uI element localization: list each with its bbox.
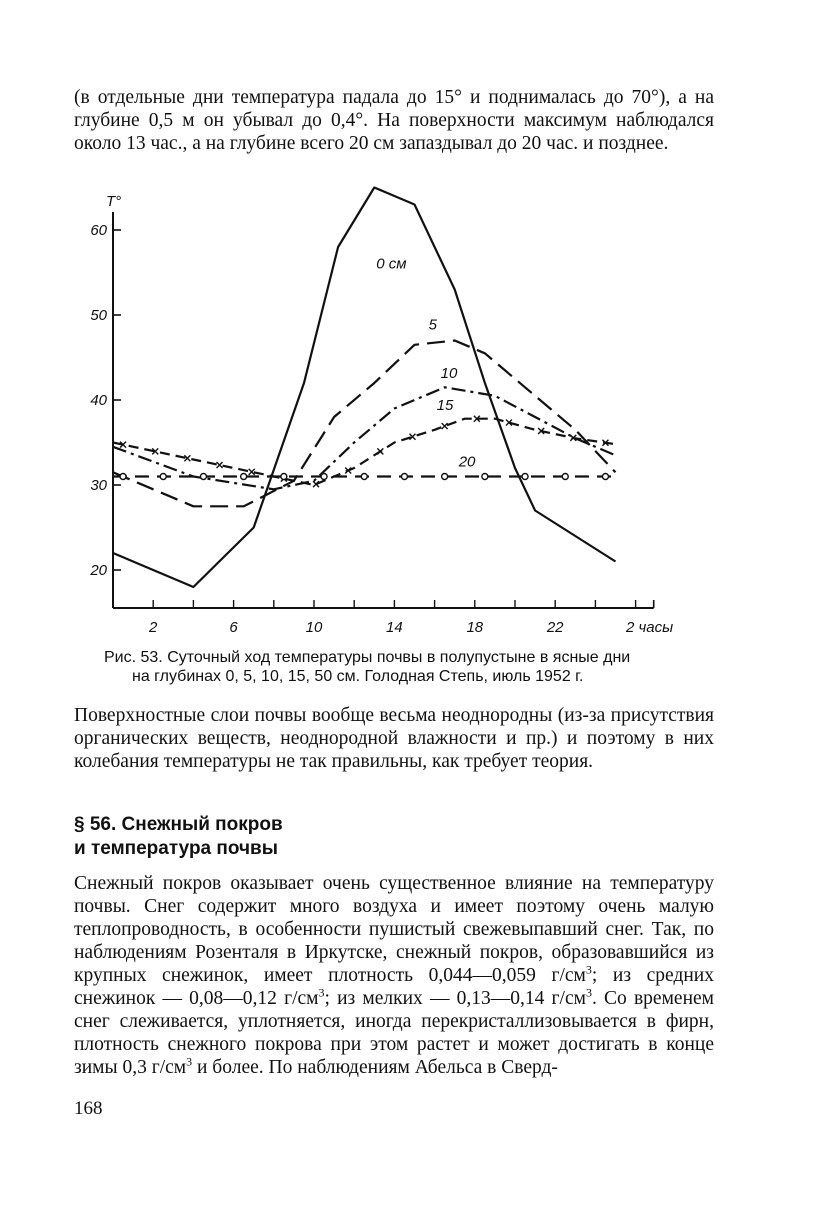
- middle-paragraph: Поверхностные слои почвы вообще весьма неоднородны (из-за присутствия органических веществ, неоднородной влажности и пр.) и поэтому в них колебания температуры не так правильны, как требует теория.: [74, 705, 714, 772]
- series-marker-circle: [522, 474, 528, 480]
- section-heading: [74, 813, 283, 861]
- series-marker-circle: [160, 474, 166, 480]
- x-tick-label: 10: [305, 619, 323, 636]
- x-tick-label: 18: [466, 619, 484, 636]
- chart-ticks: [89, 222, 673, 636]
- series-marker-circle: [200, 474, 206, 480]
- series-marker-circle: [562, 474, 568, 480]
- series-label: 10: [440, 364, 458, 382]
- series-marker-cross: [249, 469, 255, 475]
- series-label: 5: [428, 316, 437, 334]
- chart-lines: [113, 188, 616, 588]
- series-marker-cross: [377, 448, 383, 454]
- x-tick-label: 6: [229, 619, 238, 636]
- y-axis-label: T°: [106, 193, 122, 210]
- series-marker-circle: [321, 474, 327, 480]
- series-marker-cross: [442, 423, 448, 429]
- chart-labels: [106, 193, 476, 470]
- series-marker-circle: [241, 474, 247, 480]
- y-tick-label: 50: [90, 307, 107, 324]
- x-tick-label: 2 часы: [626, 619, 674, 636]
- y-tick-label: 20: [90, 562, 107, 579]
- series-marker-circle: [401, 474, 407, 480]
- x-tick-label: 2: [149, 619, 158, 636]
- caption-line-2: на глубинах 0, 5, 10, 15, 50 см. Голодная Степь, июль 1952 г.: [132, 668, 584, 685]
- x-tick-label: 14: [386, 619, 403, 636]
- bottom-paragraph: Снежный покров оказывает очень существенное влияние на температуру почвы. Снег содержит много воздуха и имеет поэтому очень малую теплопроводность, в особенности пушистый свежевыпавший снег. Так, по наблюдениям Розенталя в Иркутске, снежный покров, образовавшийся из крупных снежинок, имеет плотность 0,044—0,059 $г/см^3$; из средних снежинок — 0,08—0,12 $г/см^3$; из мелких — 0,13—0,14 $г/см^3$. Со временем снег слеживается, уплотняется, иногда перекристаллизовывается в фирн, плотность снежного покрова при этом растет и может достигать в конце зимы 0,3 $г/см^3$ и более. По наблюдениям Абельса в Сверд-: [74, 873, 715, 1078]
- y-tick-label: 30: [90, 477, 107, 494]
- series-label: 20: [458, 453, 476, 471]
- figure-caption: [104, 648, 704, 686]
- series-marker-circle: [442, 474, 448, 480]
- x-tick-label: 22: [546, 619, 564, 636]
- series-marker-circle: [602, 474, 608, 480]
- series-line: [113, 188, 616, 588]
- section-heading-line-1: § 56. Снежный покров: [74, 814, 283, 835]
- section-heading-line-2: и температура почвы: [74, 838, 278, 859]
- series-marker-circle: [482, 474, 488, 480]
- series-label: 0 см: [376, 255, 407, 273]
- series-marker-circle: [281, 474, 287, 480]
- series-label: 15: [436, 397, 454, 415]
- series-marker-circle: [361, 474, 367, 480]
- top-paragraph: (в отдельные дни температура падала до 15° и поднималась до 70°), а на глубине 0,5 м он убывал до 0,4°. На поверхности максимум наблюдался около 13 час., а на глубине всего 20 см запаздывал до 20 час. и позднее.: [74, 87, 714, 154]
- y-tick-label: 60: [90, 222, 107, 239]
- series-marker-circle: [120, 474, 126, 480]
- series-marker-cross: [217, 462, 223, 468]
- caption-line-1: Рис. 53. Суточный ход температуры почвы в полупустыне в ясные дни: [104, 649, 631, 666]
- y-tick-label: 40: [90, 392, 107, 409]
- series-line: [113, 341, 616, 507]
- page-number: 168: [74, 1098, 103, 1119]
